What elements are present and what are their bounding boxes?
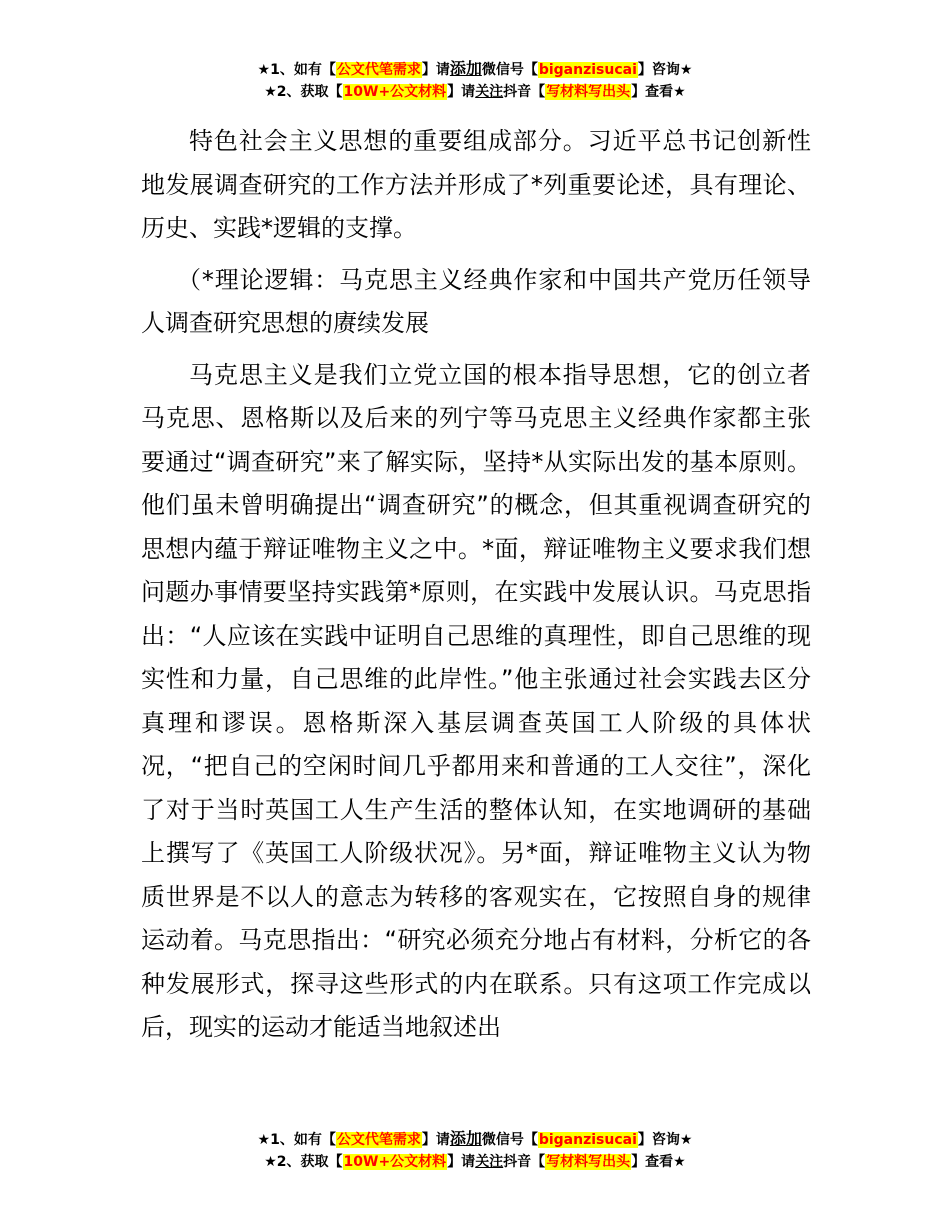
document-body [141,120,811,1058]
banner-text: 抖音【 [503,84,546,100]
banner-text: 微信号【 [481,62,538,78]
banner-text: 】咨询★ [637,62,693,78]
banner-text: 】咨询★ [637,1132,693,1148]
paragraph: 特色社会主义思想的重要组成部分。习近平总书记创新性地发展调查研究的工作方法并形成了*列重要论述，具有理论、历史、实践*逻辑的支撑。 [141,127,811,242]
banner-text: 抖音【 [503,1154,546,1170]
banner-line-1 [0,1128,950,1151]
banner-text: 】请 [421,1132,450,1148]
banner-text: 】查看★ [631,1154,686,1170]
emphasis-follow: 关注 [475,1154,504,1170]
banner-text: ★1、如有【 [257,1132,336,1148]
footer-banner [0,1128,950,1173]
header-banner [0,58,950,103]
banner-line-2 [0,81,950,103]
highlight-service: 公文代笔需求 [336,1132,421,1148]
highlight-wechat-id: biganzisucai [538,62,637,78]
banner-text: ★2、获取【 [264,1154,343,1170]
highlight-douyin-account: 写材料写出头 [546,84,631,100]
banner-text: 微信号【 [481,1132,538,1148]
paragraph: 马克思主义是我们立党立国的根本指导思想，它的创立者马克思、恩格斯以及后来的列宁等马克思主义经典作家都主张要通过“调查研究”来了解实际，坚持*从实际出发的基本原则。他们虽未曾明确提出“调查研究”的概念，但其重视调查研究的思想内蕴于辩证唯物主义之中。*面，辩证唯物主义要求我们想问题办事情要坚持实践第*原则，在实践中发展认识。马克思指出：“人应该在实践中证明自己思维的真理性，即自己思维的现实性和力量，自己思维的此岸性。”他主张通过社会实践去区分真理和谬误。恩格斯深入基层调查英国工人阶级的具体状况，“把自己的空闲时间几乎都用来和普通的工人交往”，深化了对于当时英国工人生产生活的整体认知，在实地调研的基础上撰写了《英国工人阶级状况》。另*面，辩证唯物主义认为物质世界是不以人的意志为转移的客观实在，它按照自身的规律运动着。马克思指出：“研究必须充分地占有材料，分析它的各种发展形式，探寻这些形式的内在联系。只有这项工作完成以后，现实的运动才能适当地叙述出 [141,360,811,1041]
section-heading: （*理论逻辑：马克思主义经典作家和中国共产党历任领导人调查研究思想的赓续发展 [141,265,811,337]
banner-text: 】请 [447,1154,476,1170]
banner-text: ★1、如有【 [257,62,336,78]
banner-text: ★2、获取【 [264,84,343,100]
banner-text: 】请 [421,62,450,78]
highlight-douyin-account: 写材料写出头 [546,1154,631,1170]
emphasis-follow: 关注 [475,84,504,100]
banner-text: 】请 [447,84,476,100]
highlight-wechat-id: biganzisucai [538,1132,637,1148]
emphasis-add: 添加 [449,59,482,78]
highlight-service: 公文代笔需求 [336,62,421,78]
banner-text: 】查看★ [631,84,686,100]
emphasis-add: 添加 [449,1129,482,1148]
highlight-materials: 10W+公文材料 [343,84,447,100]
banner-line-1 [0,58,950,81]
banner-line-2 [0,1151,950,1173]
highlight-materials: 10W+公文材料 [343,1154,447,1170]
